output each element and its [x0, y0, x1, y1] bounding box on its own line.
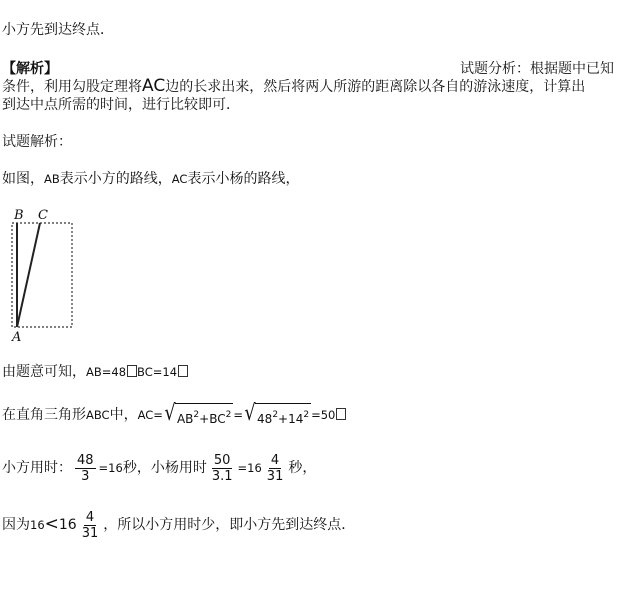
rad1-a: AB: [176, 411, 194, 426]
given-line: [2, 363, 188, 381]
figure-intro-ab: AB: [44, 172, 60, 186]
rad2-a: 48: [257, 411, 273, 426]
final-16b: 16: [58, 517, 77, 533]
rad2-b: 2: [272, 409, 279, 420]
line-ac: [17, 223, 40, 327]
final-prefix: 因为: [2, 517, 30, 533]
pythag-prefix: 在直角三角形: [2, 407, 86, 423]
analysis-line1-b: 边的长求出来，然后将两人所游的距离除以各自的游泳速度，计算出: [165, 79, 586, 95]
final-16: 16: [30, 518, 45, 532]
label-a: A: [12, 330, 22, 345]
final-fnum: 4: [85, 509, 95, 525]
final-fden: 31: [81, 525, 99, 541]
final-lt: <: [44, 514, 59, 534]
analysis-hint: 试题分析：根据题中已知: [460, 61, 614, 77]
given-bc: BC=14: [137, 365, 178, 379]
yang-eq: =16: [237, 461, 262, 475]
solution-label: 试题解析：: [2, 134, 72, 150]
fang-res: =16: [98, 461, 123, 475]
analysis-tag: [2, 60, 58, 78]
label-c: C: [38, 208, 48, 223]
analysis-line1: [2, 77, 585, 96]
pythag-tri: ABC: [86, 408, 110, 422]
fang-label: 小方用时：: [2, 460, 72, 476]
analysis-tag-text: 【解析】: [2, 61, 58, 77]
figure-intro-c: 表示小杨的路线，: [187, 171, 300, 187]
yang-den: 3.1: [211, 468, 233, 484]
rad1-c: +BC: [199, 411, 226, 426]
unknown-glyph: [127, 365, 137, 377]
fang-den: 3: [81, 468, 90, 484]
rad2-c: +14: [278, 411, 304, 426]
given-prefix: 由题意可知，: [2, 364, 86, 380]
given-ab: AB=48: [86, 365, 127, 379]
pythag-line: [2, 401, 346, 431]
unknown-glyph: [178, 365, 188, 377]
pythag-mid: 中，: [109, 407, 138, 423]
fang-unit: 秒，小杨用时: [122, 460, 207, 476]
pythag-eq: =: [233, 408, 243, 422]
rad1-d: 2: [225, 409, 232, 420]
route-diagram: [8, 205, 88, 345]
yang-mixed-fraction: [265, 453, 286, 484]
sqrt-1: √ $AB^2+BC^2$: [164, 400, 232, 426]
final-suffix: ，所以小方用时少，即小方先到达终点．: [103, 517, 356, 533]
rad2-d: 2: [303, 409, 310, 420]
figure-intro-ac: AC: [171, 172, 188, 186]
fang-num: 48: [77, 452, 94, 468]
final-fraction: [80, 510, 101, 541]
analysis-line1-ac: AC: [142, 76, 166, 96]
yang-fden: 31: [266, 468, 284, 484]
yang-fnum: 4: [270, 452, 280, 468]
times-line: [2, 450, 316, 488]
final-line: [2, 506, 355, 544]
conclusion-top: 小方先到达终点．: [2, 22, 114, 38]
figure-intro-b: 表示小方的路线，: [59, 171, 172, 187]
analysis-line2: 到达中点所需的时间，进行比较即可．: [2, 97, 240, 113]
sqrt-2: √ $48^2+14^2$: [244, 400, 310, 426]
analysis-line1-a: 条件，利用勾股定理将: [2, 79, 142, 95]
rad1-b: 2: [193, 409, 200, 420]
unknown-glyph: [336, 408, 346, 420]
figure-intro: [2, 170, 299, 188]
yang-num: 50: [213, 452, 231, 468]
yang-fraction: [210, 453, 235, 484]
pythag-ac: AC=: [137, 408, 163, 422]
pythag-result: =50: [311, 408, 336, 422]
label-b: B: [14, 208, 24, 223]
fang-fraction: [75, 453, 96, 484]
figure-intro-a: 如图，: [2, 171, 44, 187]
yang-unit: 秒，: [288, 460, 317, 476]
